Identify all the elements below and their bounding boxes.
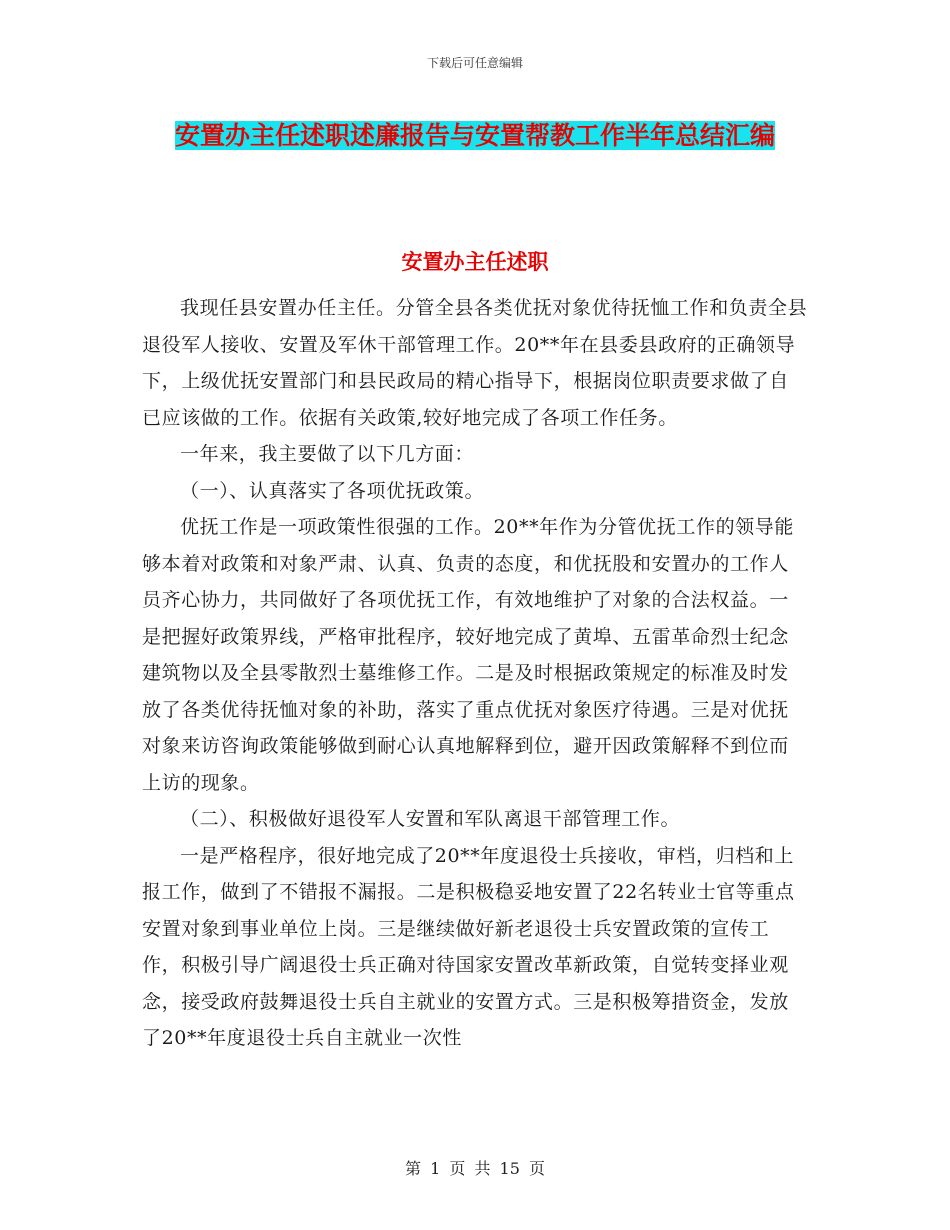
document-body (142, 290, 808, 1057)
paragraph: 我现任县安置办任主任。分管全县各类优抚对象优待抚恤工作和负责全县退役军人接收、安置及军休干部管理工作。20**年在县委县政府的正确领导下，上级优抚安置部门和县民政局的精心指导下，根据岗位职责要求做了自已应该做的工作。依据有关政策,较好地完成了各项工作任务。 (142, 297, 808, 429)
document-title (140, 112, 810, 160)
paragraph: （一）、认真落实了各项优抚政策。 (180, 479, 485, 502)
page-number: 第 1 页 共 15 页 (405, 1159, 545, 1178)
paragraph: （二）、积极做好退役军人安置和军队离退干部管理工作。 (180, 808, 681, 830)
header-note: 下载后可任意编辑 (426, 56, 523, 70)
document-title-text: 安置办主任述职述廉报告与安置帮教工作半年总结汇编 (174, 121, 775, 150)
paragraph: 优抚工作是一项政策性很强的工作。20**年作为分管优抚工作的领导能够本着对政策和对象严肃、认真、负责的态度，和优抚股和安置办的工作人员齐心协力，共同做好了各项优抚工作，有效地维护了对象的合法权益。一是把握好政策界线，严格审批程序，较好地完成了黄埠、五雷革命烈士纪念建筑物以及全县零散烈士墓维修工作。二是及时根据政策规定的标准及时发放了各类优待抚恤对象的补助，落实了重点优抚对象医疗待遇。三是对优抚对象来访咨询政策能够做到耐心认真地解释到位，避开因政策解释不到位而上访的现象。 (142, 516, 794, 794)
paragraph: 一年来，我主要做了以下几方面： (180, 443, 475, 465)
section-title: 安置办主任述职 (401, 250, 549, 274)
paragraph: 一是严格程序，很好地完成了20**年度退役士兵接收，审档，归档和上报工作，做到了不错报不漏报。二是积极稳妥地安置了22名转业士官等重点安置对象到事业单位上岗。三是继续做好新老退役士兵安置政策的宣传工作，积极引导广阔退役士兵正确对待国家安置改革新政策，自觉转变择业观念，接受政府鼓舞退役士兵自主就业的安置方式。三是积极筹措资金，发放了20**年度退役士兵自主就业一次性 (142, 844, 795, 1049)
